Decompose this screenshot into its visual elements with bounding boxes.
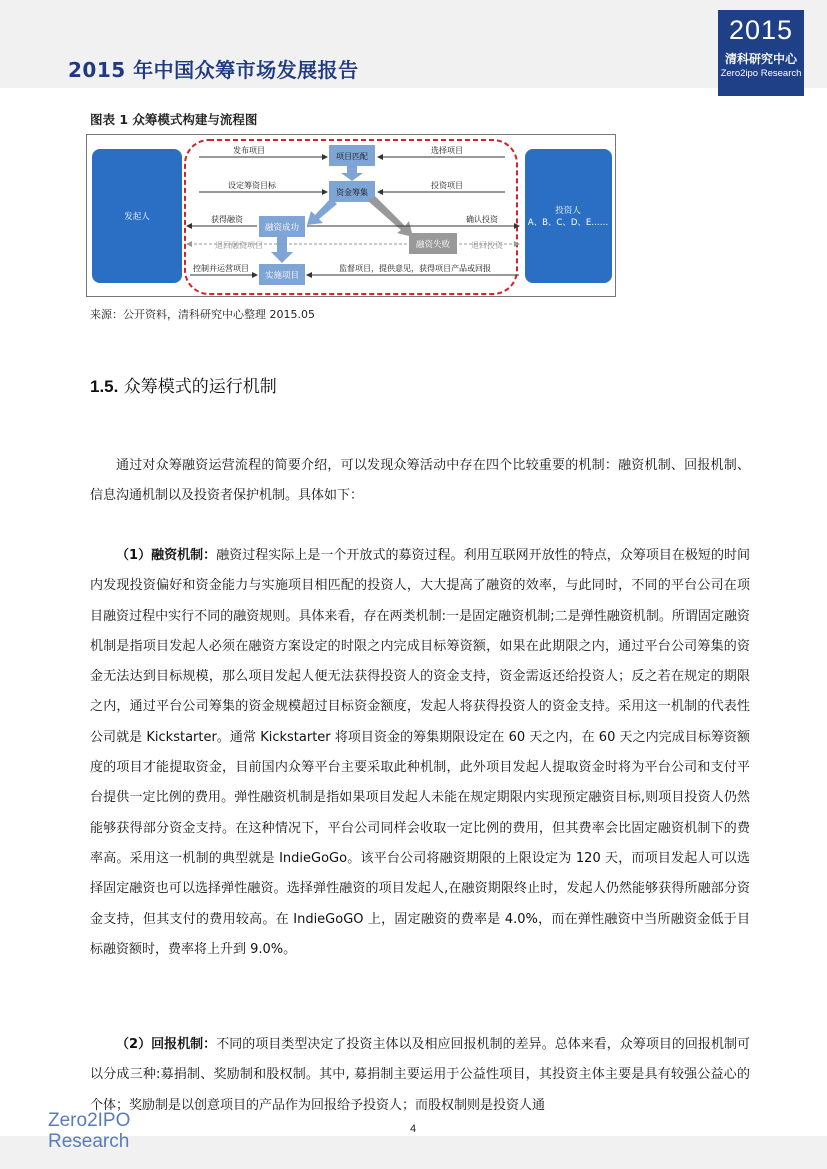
footer-logo <box>48 1110 130 1152</box>
financing-mechanism-paragraph <box>90 541 750 965</box>
implement-label: 实施项目 <box>264 271 300 281</box>
logo-year: 2015 <box>728 15 794 45</box>
fundraise-to-failure-arrow <box>368 196 413 237</box>
match-to-fundraise-arrow <box>341 166 363 181</box>
get-funds-label: 获得融资 <box>211 215 243 224</box>
supervise-label: 监督项目，提供意见，获得项目产品或回报 <box>339 264 491 273</box>
return-mechanism-label: （2）回报机制： <box>116 1037 217 1052</box>
return-invest-label: 退回投资 <box>471 241 503 250</box>
return-mechanism-paragraph <box>90 1030 750 1121</box>
investor-sublabel: A、B、C、D、E…… <box>527 218 609 228</box>
confirm-invest-label: 确认投资 <box>466 215 498 224</box>
success-label: 融资成功 <box>264 223 300 233</box>
financing-mechanism-text: 融资过程实际上是一个开放式的募资过程。利用互联网开放性的特点，众筹项目在极短的时间内发现投资偏好和资金能力与实施项目相匹配的投资人，大大提高了融资的效率，与此同时，不同的平台公司在项目融资过程中实行不同的融资规则。具体来看，存在两类机制:一是固定融资机制;二是弹性融资机制。所谓固定融资机制是指项目发起人必须在融资方案设定的时限之内完成目标筹资额，如果在此期限之内，通过平台公司筹集的资金无法达到目标规模，那么项目发起人便无法获得投资人的资金支持，资金需返还给投资人；反之若在规定的期限之内，通过平台公司筹集的资金规模超过目标资金额度，发起人将获得投资人的资金支持。采用这一机制的代表性公司就是 Kickstarter。通常 Kickstarter 将项目资金的筹集期限设定在 60 天之内，在 60 天之内完成目标筹资额度的项目才能提取资金，目前国内众筹平台主要采取此种机制，此外项目发起人提取资金时将为平台公司和支付平台提供一定比例的费用。弹性融资机制是指如果项目发起人未能在规定期限内实现预定融资目标,则项目投资人仍然能够获得部分资金支持。在这种情况下，平台公司同样会收取一定比例的费用，但其费率会比固定融资机制下的费率高。采用这一机制的典型就是 IndieGoGo。该平台公司将融资期限的上限设定为 120 天，而项目发起人可以选择固定融资也可以选择弹性融资。选择弹性融资的项目发起人,在融资期限终止时，发起人仍然能够获得所融部分资金支持，但其支付的费用较高。在 IndieGoGO 上，固定融资的费率是 4.0%，而在弹性融资中当所融资金低于目标融资额时，费率将上升到 9.0%。 <box>90 548 750 957</box>
match-label: 项目匹配 <box>336 152 368 161</box>
logo-en: Zero2ipo Research <box>720 68 802 79</box>
flow-diagram-svg <box>87 135 617 298</box>
report-title: 2015 年中国众筹市场发展报告 <box>68 58 359 82</box>
set-target-label: 设定筹资目标 <box>228 181 276 190</box>
initiator-label: 发起人 <box>124 212 150 222</box>
publish-label: 发布项目 <box>233 146 265 155</box>
crowdfunding-flow-diagram <box>86 134 616 297</box>
financing-mechanism-label: （1）融资机制： <box>116 548 217 563</box>
fundraise-to-success-arrow <box>307 198 337 225</box>
header-logo <box>718 10 804 96</box>
investor-box <box>525 149 612 283</box>
figure-caption: 图表 1 众筹模式构建与流程图 <box>90 112 258 127</box>
success-to-implement-arrow <box>271 237 293 263</box>
section-number: 1.5. <box>90 377 119 396</box>
footer-logo-line2: Research <box>48 1131 130 1152</box>
select-label: 选择项目 <box>431 146 463 155</box>
return-funds-label: 退回融资项目 <box>215 241 263 250</box>
invest-label: 投资项目 <box>431 181 463 190</box>
intro-paragraph: 通过对众筹融资运营流程的简要介绍，可以发现众筹活动中存在四个比较重要的机制：融资机制、回报机制、信息沟通机制以及投资者保护机制。具体如下： <box>90 458 750 504</box>
control-label: 控制并运营项目 <box>193 264 249 273</box>
investor-label: 投资人 <box>555 206 581 216</box>
footer-logo-line1: Zero2IPO <box>48 1110 131 1131</box>
section-heading <box>90 372 277 397</box>
failure-label: 融资失败 <box>415 240 451 250</box>
return-mechanism-text: 不同的项目类型决定了投资主体以及相应回报机制的差异。总体来看，众筹项目的回报机制可以分成三种:募捐制、奖励制和股权制。其中, 募捐制主要运用于公益性项目，其投资主体主要是具有较强公益心的个体；奖励制是以创意项目的产品作为回报给予投资人；而股权制则是投资人通 <box>90 1037 750 1113</box>
page-number: 4 <box>410 1123 417 1135</box>
fundraise-label: 资金筹集 <box>336 188 368 197</box>
section-title-text: 众筹模式的运行机制 <box>123 377 277 397</box>
logo-cn: 清科研究中心 <box>724 52 797 66</box>
figure-source: 来源：公开资料，清科研究中心整理 2015.05 <box>90 308 315 321</box>
